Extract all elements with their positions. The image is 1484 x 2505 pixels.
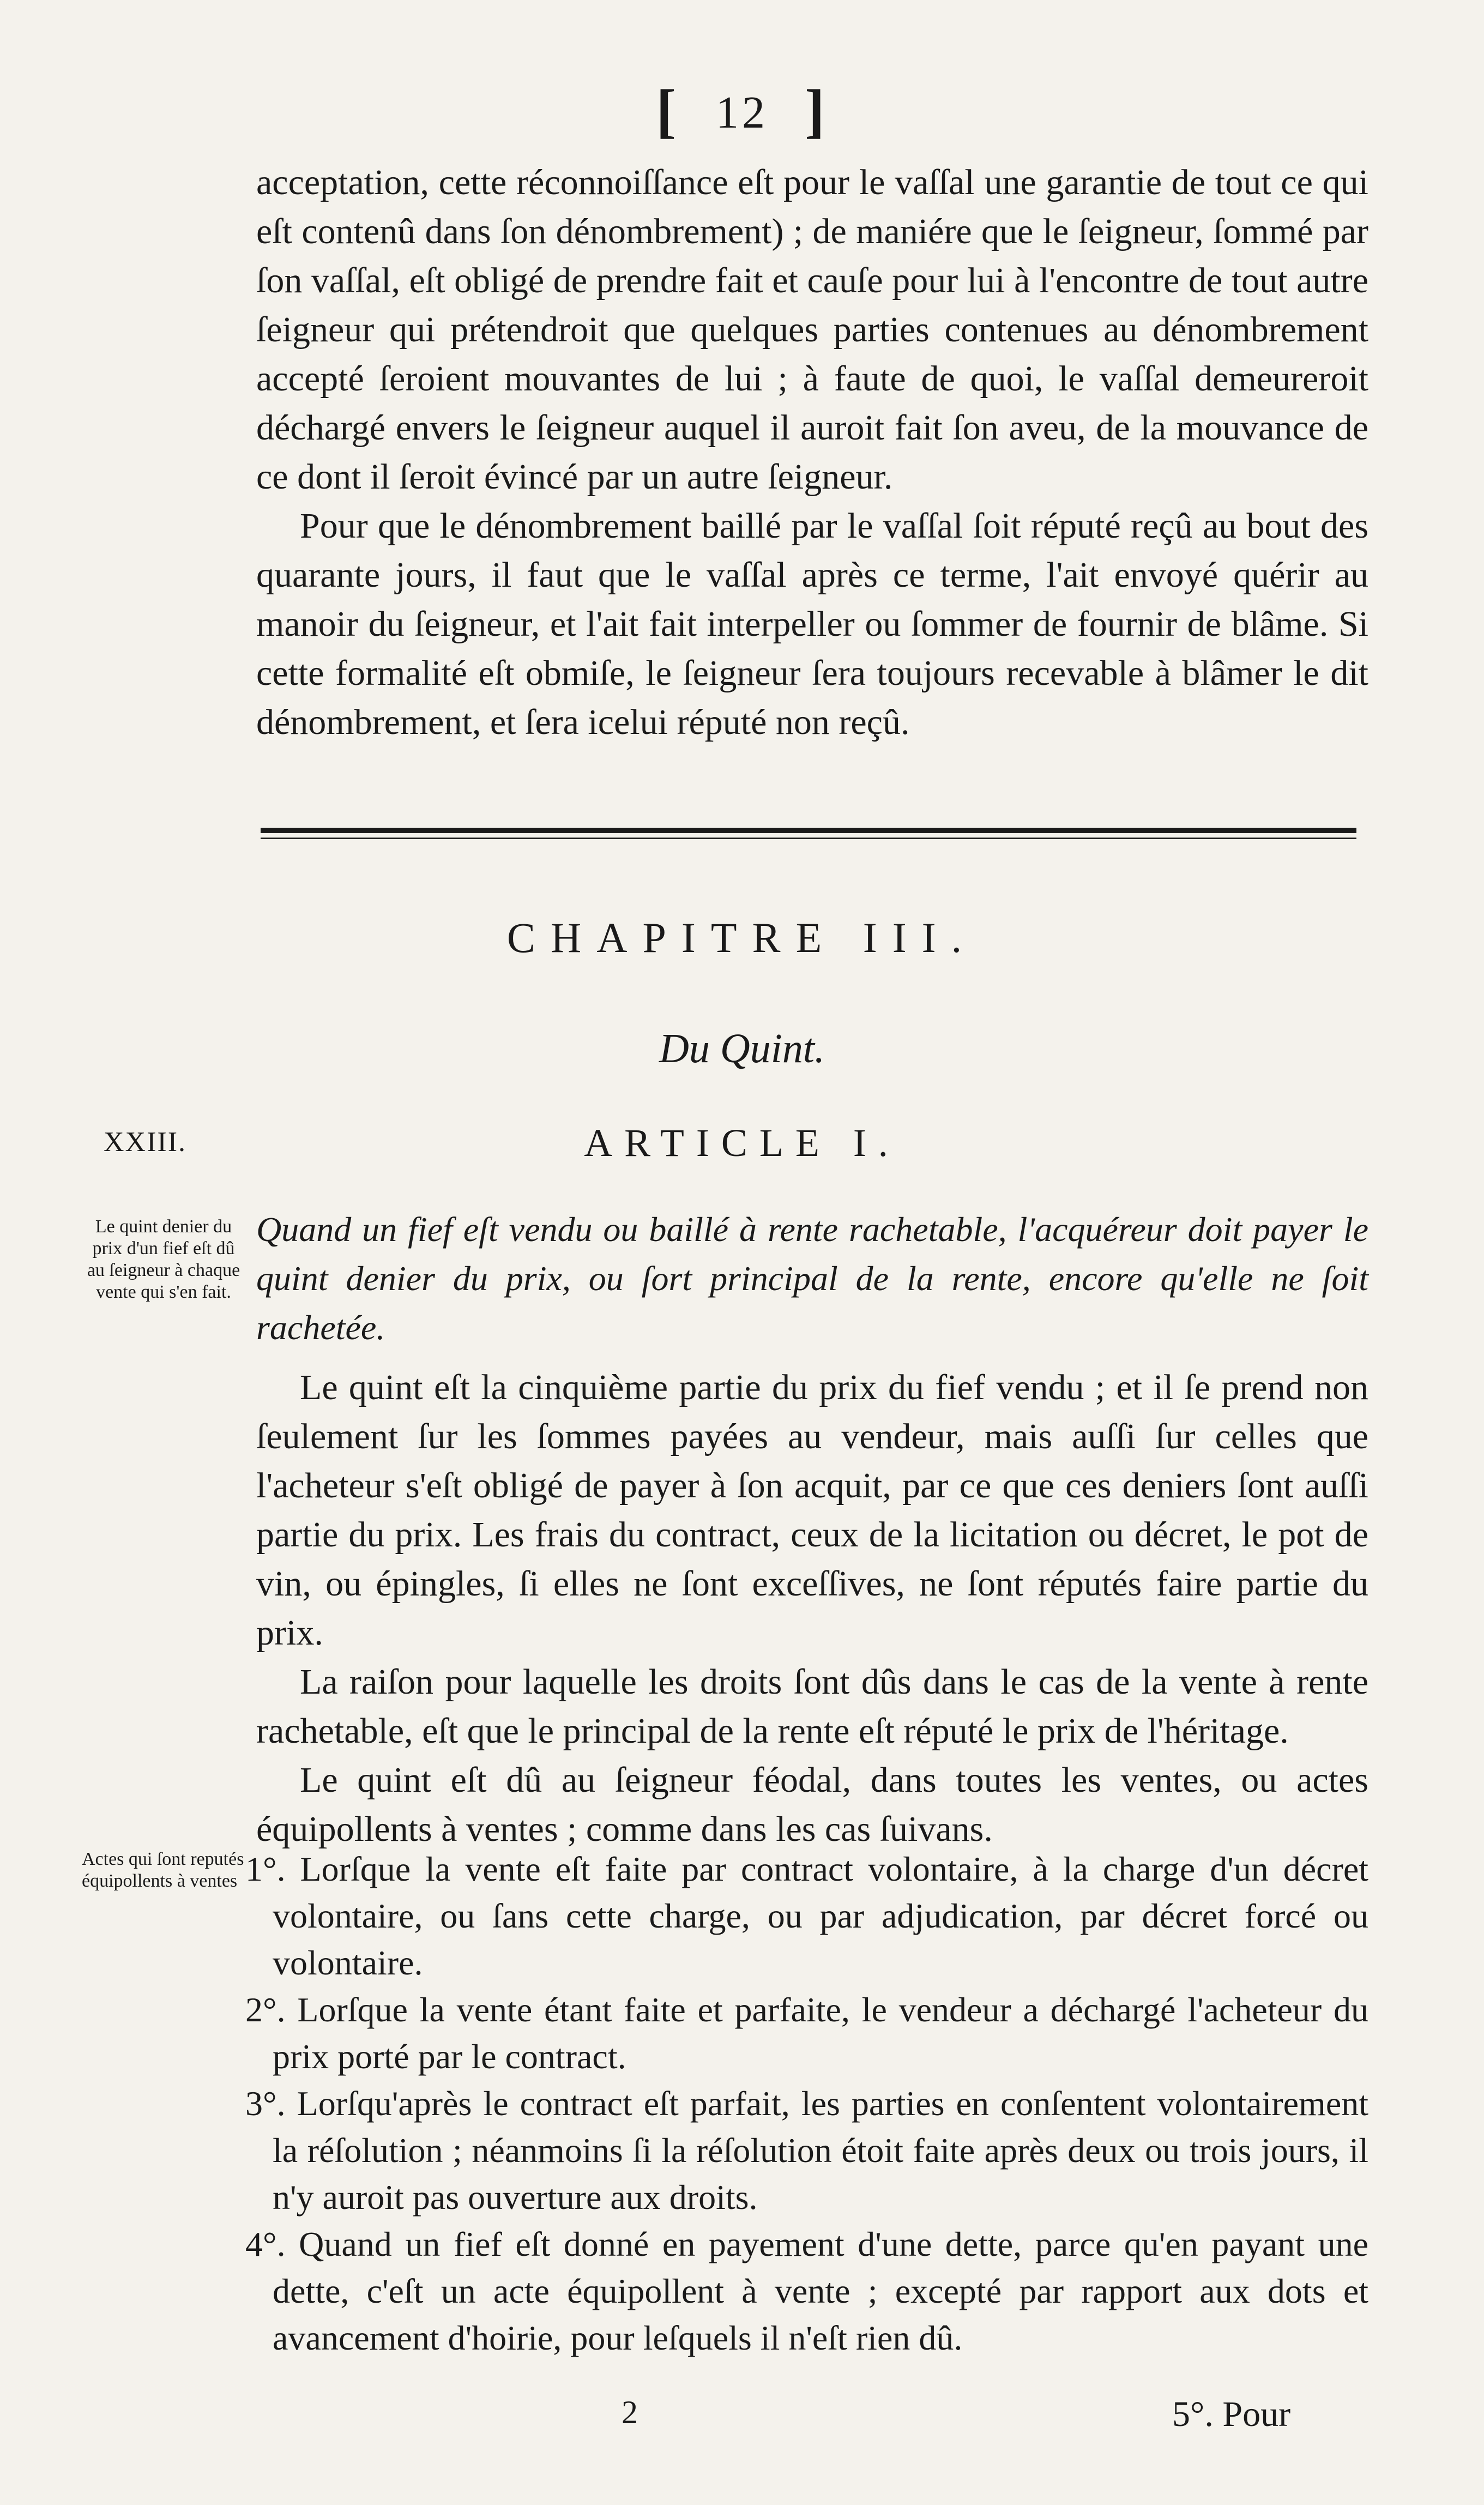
article-number: XXIII. [104, 1127, 187, 1158]
cases-list [245, 1846, 1368, 2362]
margin-note: Actes qui ſont reputés équipollents à ventes [82, 1849, 244, 1891]
article-text-block [256, 1205, 1368, 1352]
article-title: ARTICLE I. [584, 1121, 900, 1165]
margin-note: Le quint denier du prix d'un fief eſt dû au ſeigneur à chaque vente qui s'en fait. [87, 1217, 240, 1302]
bracket-open: [ [656, 77, 679, 144]
paragraph: acceptation, cette réconnoiſſance eſt pour le vaſſal une garantie de tout ce qui eſt contenû dans ſon dénombrement) ; de maniére que le ſeigneur, ſommé par ſon vaſſal, eſt obligé de prendre fait et cauſe pour lui à l'encontre de tout autre ſeigneur qui prétendroit que quelques parties contenues au dénombrement accepté ſeroient mouvantes de lui ; à faute de quoi, le vaſſal demeureroit déchargé envers le ſeigneur auquel il auroit fait ſon aveu, de la mouvance de ce dont il ſeroit évincé par un autre ſeigneur. [256, 162, 1368, 497]
article-text: Quand un fief eſt vendu ou baillé à rente rachetable, l'acquéreur doit payer le quint denier du prix, ou ſort principal de la rente, encore qu'elle ne ſoit rachetée. [256, 1210, 1368, 1347]
list-item: 3°. Lorſqu'après le contract eſt parfait, les parties en conſentent volontairement la réſolution ; néanmoins ſi la réſolution étoit faite après deux ou trois jours, il n'y auroit pas ouverture aux droits. [245, 2084, 1368, 2217]
signature-mark: 2 [622, 2394, 638, 2430]
section-rule [261, 828, 1356, 833]
paragraph: La raiſon pour laquelle les droits ſont dûs dans le cas de la vente à rente rachetable, eſt que le principal de la rente eſt réputé le prix de l'héritage. [256, 1662, 1368, 1751]
chapter-title: CHAPITRE III. [506, 914, 978, 961]
commentary-block [256, 1363, 1368, 1854]
list-item: 1°. Lorſque la vente eſt faite par contract volontaire, à la charge d'un décret volontaire, ou ſans cette charge, ou par adjudication, par décret forcé ou volontaire. [245, 1850, 1368, 1982]
list-item: 4°. Quand un fief eſt donné en payement d'une dette, parce qu'en payant une dette, c'eſt un acte équipollent à vente ; excepté par rapport aux dots et avancement d'hoirie, pour leſquels il n'eſt rien dû. [245, 2225, 1368, 2357]
list-item: 2°. Lorſque la vente étant faite et parfaite, le vendeur a déchargé l'acheteur du prix porté par le contract. [245, 1990, 1368, 2076]
page-number: 12 [716, 87, 768, 138]
paragraph: Le quint eſt la cinquième partie du prix du fief vendu ; et il ſe prend non ſeulement ſur les ſommes payées au vendeur, mais auſſi ſur celles que l'acheteur s'eſt obligé de payer à ſon acquit, par ce que ces deniers ſont auſſi partie du prix. Les frais du contract, ceux de la licitation ou décret, le pot de vin, ou épingles, ſi elles ne ſont exceſſives, ne ſont réputés faire partie du prix. [256, 1368, 1368, 1653]
section-rule-thin [261, 838, 1356, 839]
paragraph: Pour que le dénombrement baillé par le vaſſal ſoit réputé reçû au bout des quarante jours, il faut que le vaſſal après ce terme, l'ait envoyé quérir au manoir du ſeigneur, et l'ait fait interpeller ou ſommer de fournir de blâme. Si cette formalité eſt obmiſe, le ſeigneur ſera toujours recevable à blâmer le dit dénombrement, et ſera icelui réputé non reçû. [256, 506, 1368, 742]
bracket-close: ] [805, 77, 828, 144]
chapter-subtitle: Du Quint. [659, 1026, 825, 1071]
catchword: 5°. Pour [1172, 2394, 1291, 2434]
paragraph: Le quint eſt dû au ſeigneur féodal, dans toutes les ventes, ou actes équipollents à ventes ; comme dans les cas ſuivans. [256, 1760, 1368, 1849]
top-text [256, 158, 1368, 747]
page-header [0, 76, 1484, 146]
